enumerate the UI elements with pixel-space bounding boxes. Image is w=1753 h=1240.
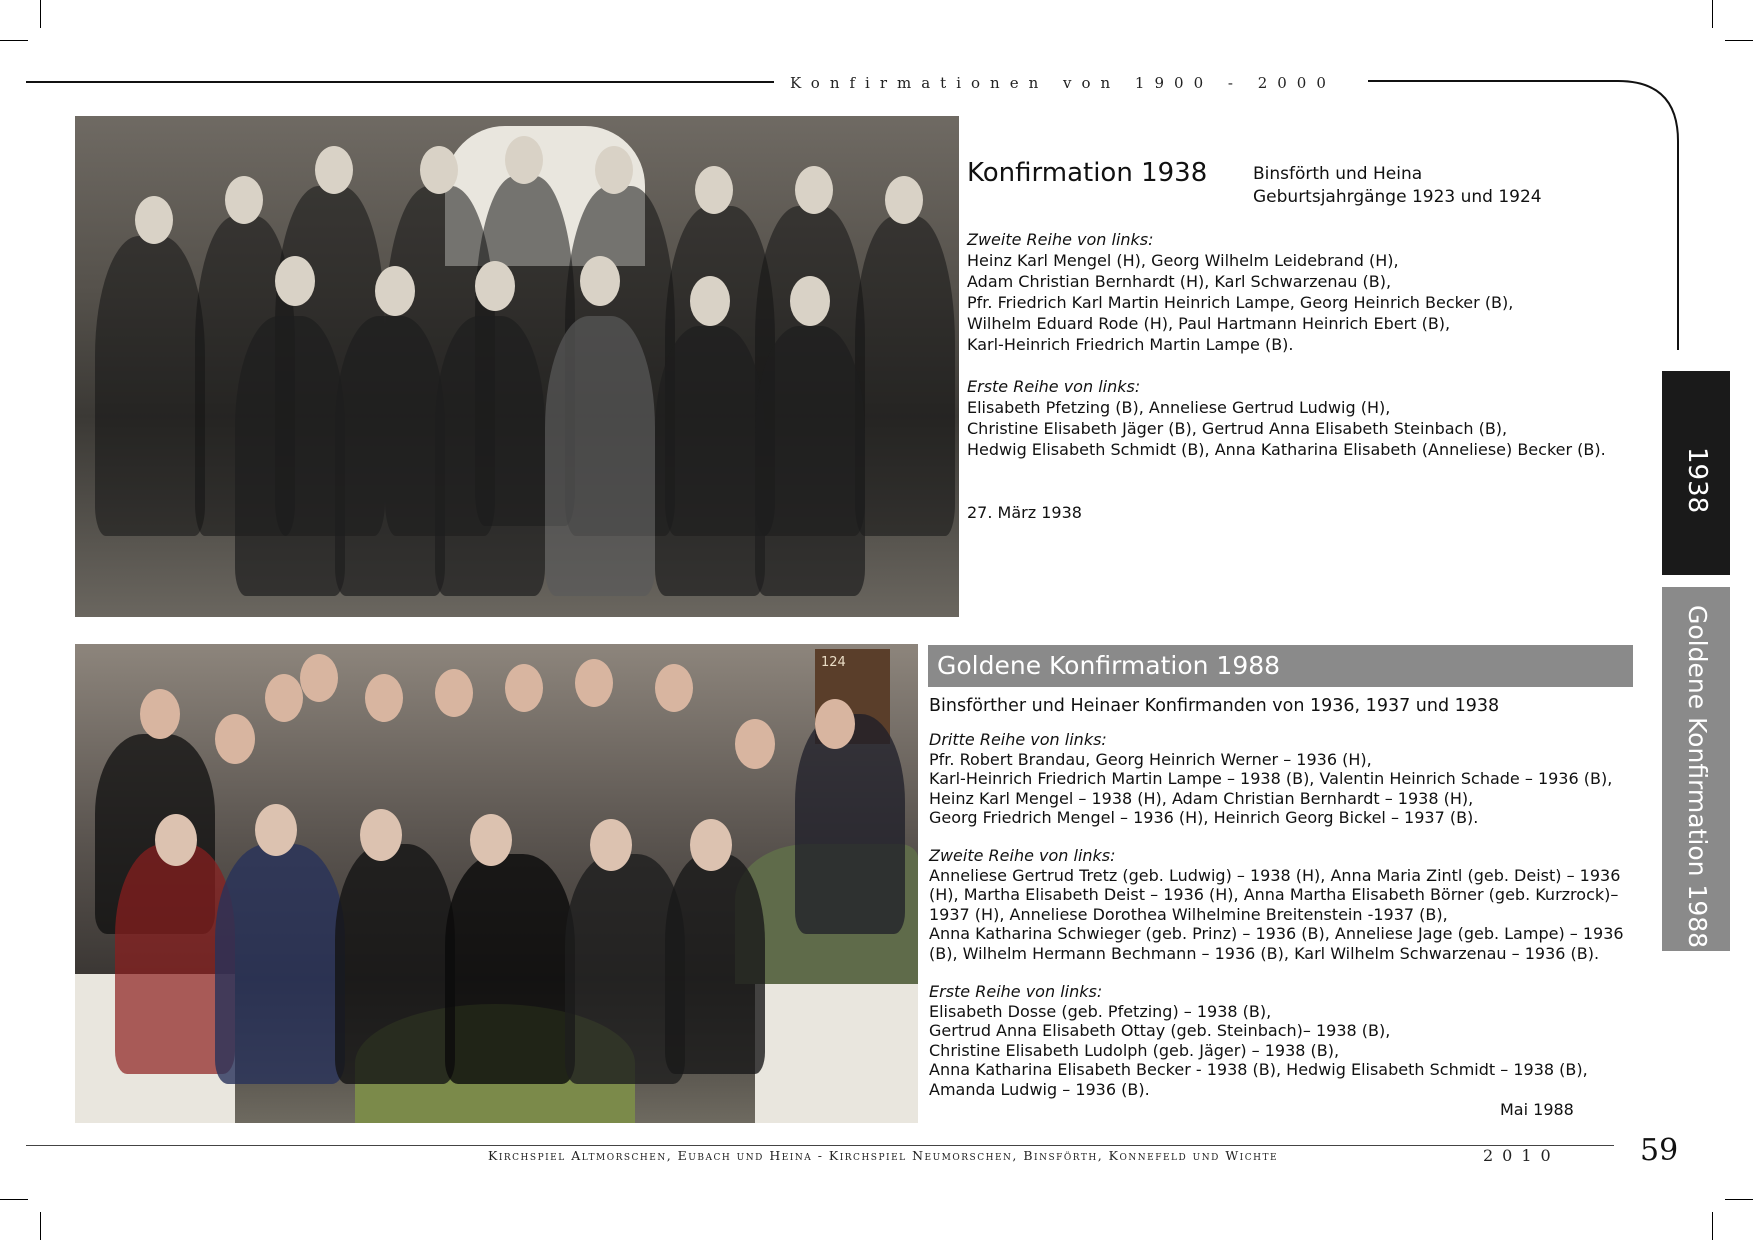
hymn-board: 124 xyxy=(815,649,890,744)
date-label: 27. März 1938 xyxy=(967,503,1082,522)
row-label: Zweite Reihe von links: xyxy=(967,230,1154,249)
name-line: Amanda Ludwig – 1936 (B). xyxy=(929,1080,1150,1099)
golden-confirmation-photo-1988 xyxy=(75,644,918,1123)
section-title-golden: Goldene Konfirmation 1988 xyxy=(928,645,1633,687)
name-line: Hedwig Elisabeth Schmidt (B), Anna Katharina Elisabeth (Anneliese) Becker (B). xyxy=(967,440,1606,459)
name-line: Anna Katharina Schwieger (geb. Prinz) – 1936 (B), Anneliese Jage (geb. Lampe) – 1936 xyxy=(929,924,1624,943)
name-line: Pfr. Friedrich Karl Martin Heinrich Lampe, Georg Heinrich Becker (B), xyxy=(967,293,1514,312)
side-tab-year xyxy=(1662,371,1730,575)
name-line: Pfr. Robert Brandau, Georg Heinrich Werner – 1936 (H), xyxy=(929,750,1372,769)
name-line: Adam Christian Bernhardt (H), Karl Schwarzenau (B), xyxy=(967,272,1392,291)
crop-mark xyxy=(0,40,28,41)
page-number: 59 xyxy=(1640,1133,1679,1168)
row-label: Erste Reihe von links: xyxy=(929,982,1103,1001)
birth-years-label: Geburtsjahrgänge 1923 und 1924 xyxy=(1253,187,1542,207)
name-line: Wilhelm Eduard Rode (H), Paul Hartmann Heinrich Ebert (B), xyxy=(967,314,1451,333)
footer-year: 2010 xyxy=(1483,1146,1560,1165)
name-line: Heinz Karl Mengel – 1938 (H), Adam Christian Bernhardt – 1938 (H), xyxy=(929,789,1474,808)
row-label: Dritte Reihe von links: xyxy=(929,730,1107,749)
confirmation-photo-1938 xyxy=(75,116,959,617)
row-label: Erste Reihe von links: xyxy=(967,377,1141,396)
crop-mark xyxy=(40,1212,41,1240)
crop-mark xyxy=(1712,0,1713,28)
row-label: Zweite Reihe von links: xyxy=(929,846,1116,865)
name-line: Christine Elisabeth Ludolph (geb. Jäger) – 1938 (B), xyxy=(929,1041,1340,1060)
name-line: Anna Katharina Elisabeth Becker - 1938 (B), Hedwig Elisabeth Schmidt – 1938 (B), xyxy=(929,1060,1588,1079)
side-tab-golden-label: Goldene Konfirmation 1988 xyxy=(1683,605,1712,949)
name-line: Christine Elisabeth Jäger (B), Gertrud Anna Elisabeth Steinbach (B), xyxy=(967,419,1508,438)
section-title-1938: Konfirmation 1938 xyxy=(967,158,1208,188)
crop-mark xyxy=(1725,1199,1753,1200)
crop-mark xyxy=(0,1199,28,1200)
header-rule-right-curve xyxy=(1368,78,1682,354)
name-line: Heinz Karl Mengel (H), Georg Wilhelm Leidebrand (H), xyxy=(967,251,1399,270)
date-label: Mai 1988 xyxy=(1500,1100,1574,1119)
name-line: Gertrud Anna Elisabeth Ottay (geb. Steinbach)– 1938 (B), xyxy=(929,1021,1391,1040)
footer-text: Kirchspiel Altmorschen, Eubach und Heina - Kirchspiel Neumorschen, Binsförth, Konnefeld und Wichte xyxy=(488,1148,1279,1163)
side-tab-year-label: 1938 xyxy=(1682,447,1712,514)
name-line: Georg Friedrich Mengel – 1936 (H), Heinrich Georg Bickel – 1937 (B). xyxy=(929,808,1479,827)
name-line: (B), Wilhelm Hermann Bechmann – 1936 (B), Karl Wilhelm Schwarzenau – 1936 (B). xyxy=(929,944,1600,963)
name-line: (H), Martha Elisabeth Deist – 1936 (H), Anna Martha Elisabeth Börner (geb. Kurzrock)– xyxy=(929,885,1619,904)
name-line: 1937 (H), Anneliese Dorothea Wilhelmine Breitenstein -1937 (B), xyxy=(929,905,1448,924)
crop-mark xyxy=(1712,1212,1713,1240)
crop-mark xyxy=(1725,40,1753,41)
pew-right xyxy=(755,974,918,1123)
name-line: Karl-Heinrich Friedrich Martin Lampe – 1938 (B), Valentin Heinrich Schade – 1936 (B), xyxy=(929,769,1613,788)
section-subtitle: Binsförther und Heinaer Konfirmanden von 1936, 1937 und 1938 xyxy=(929,696,1500,716)
place-label: Binsförth und Heina xyxy=(1253,164,1423,184)
footer-rule xyxy=(26,1145,1614,1146)
crop-mark xyxy=(40,0,41,28)
name-line: Elisabeth Dosse (geb. Pfetzing) – 1938 (B), xyxy=(929,1002,1272,1021)
name-line: Anneliese Gertrud Tretz (geb. Ludwig) – 1938 (H), Anna Maria Zintl (geb. Deist) – 1936 xyxy=(929,866,1621,885)
name-line: Elisabeth Pfetzing (B), Anneliese Gertrud Ludwig (H), xyxy=(967,398,1391,417)
header-rule-left xyxy=(26,81,774,83)
name-line: Karl-Heinrich Friedrich Martin Lampe (B). xyxy=(967,335,1294,354)
header-title: Konfirmationen von 1900 - 2000 xyxy=(790,74,1336,92)
side-tab-golden xyxy=(1662,587,1730,951)
